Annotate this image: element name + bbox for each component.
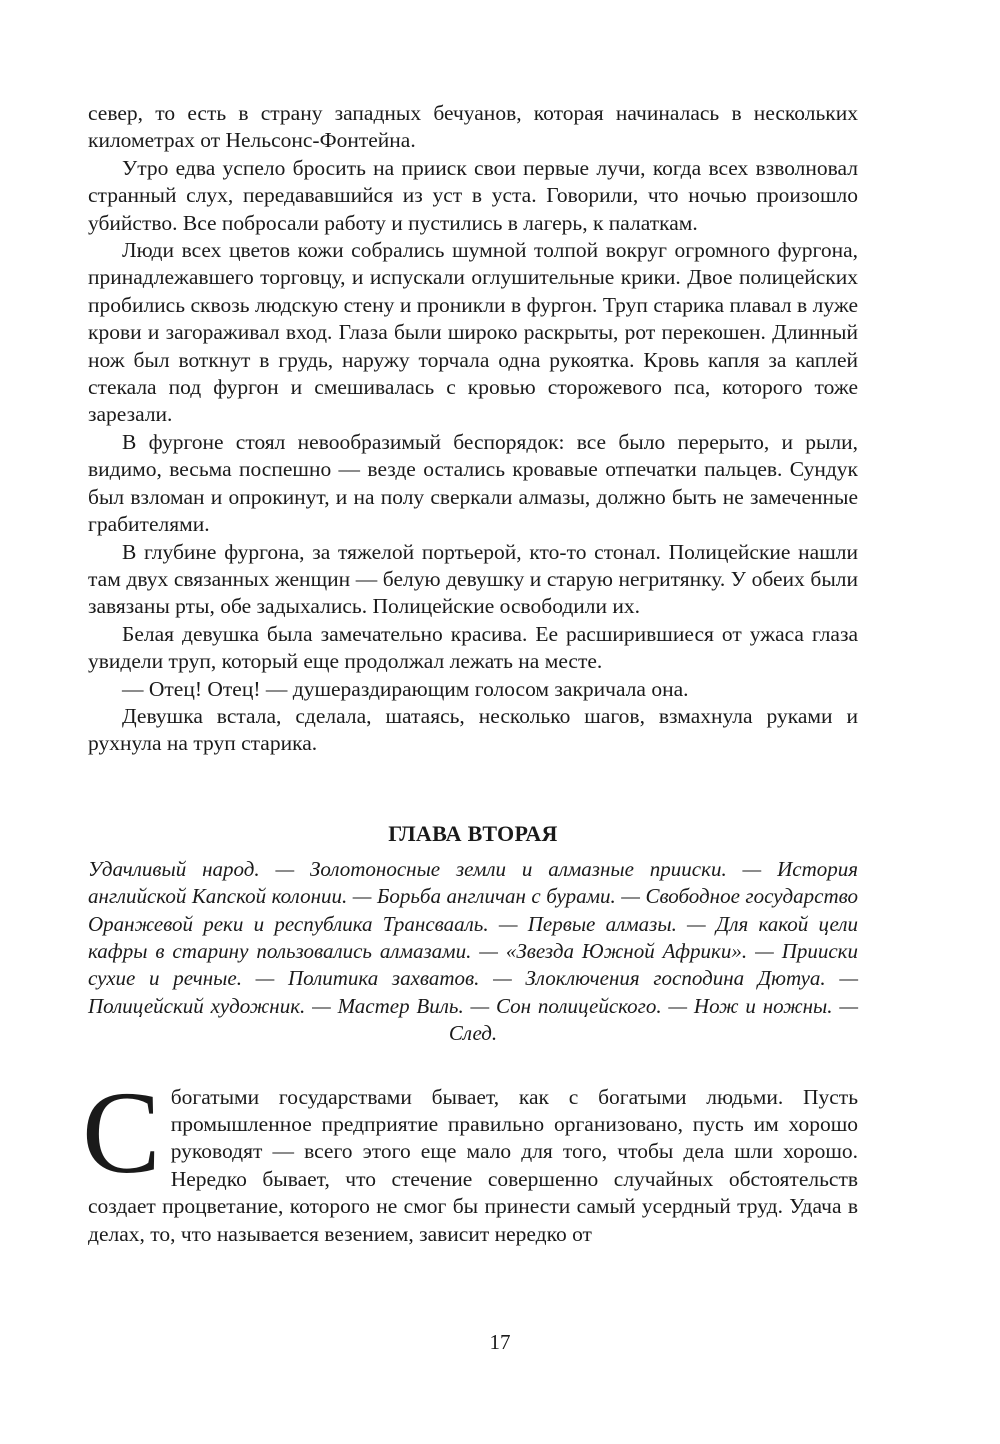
page-body <box>82 100 858 1248</box>
chapter-opening-text: богатыми государствами бывает, как с богатыми людьми. Пусть промышленное предприятие правильно организовано, пусть им хорошо руководят — всего этого еще мало для того, чтобы дела шли хорошо. Нередко бывает, что стечение совершенно случайных обстоятельств создает процветание, которого не смог бы принести самый усердный труд. Удача в делах, то, что называется везением, зависит нередко от <box>88 1084 858 1246</box>
paragraph-collapse: Девушка встала, сделала, шатаясь, несколько шагов, взмахнула руками и рухнула на труп старика. <box>88 703 858 756</box>
paragraph-crowd-wagon: Люди всех цветов кожи собрались шумной толпой вокруг огромного фургона, принадлежавшего торговцу, и испускали оглушительные крики. Двое полицейских пробились сквозь людскую стену и проникли в фургон. Труп старика плавал в луже крови и загораживал вход. Глаза были широко раскрыты, рот перекошен. Длинный нож был воткнут в грудь, наружу торчала одна рукоятка. Кровь капля за каплей стекала под фургон и смешивалась с кровью сторожевого пса, которого тоже зарезали. <box>88 238 858 427</box>
page-number: 17 <box>489 1330 511 1354</box>
paragraph-women-found: В глубине фургона, за тяжелой портьерой, кто-то стонал. Полицейские нашли там двух связанных женщин — белую девушку и старую негритянку. У обеих были завязаны рты, обе задыхались. Полицейские освободили их. <box>88 539 858 619</box>
paragraph-disorder: В фургоне стоял невообразимый беспорядок: все было перерыто, и рыли, видимо, весьма поспешно — везде остались кровавые отпечатки пальцев. Сундук был взломан и опрокинут, и на полу сверкали алмазы, должно быть не замеченные грабителями. <box>88 429 858 537</box>
paragraph-girl: Белая девушка была замечательно красива. Ее расширившиеся от ужаса глаза увидели труп, который еще продолжал лежать на месте. <box>88 621 858 674</box>
paragraph-continuation: север, то есть в страну западных бечуанов, которая начиналась в нескольких километрах от Нельсонс-Фонтейна. <box>88 101 858 153</box>
section-spacer <box>88 758 858 812</box>
drop-cap: С <box>82 1066 161 1198</box>
chapter-title: ГЛАВА ВТОРАЯ <box>388 820 558 846</box>
paragraph-morning-rumor: Утро едва успело бросить на прииск свои первые лучи, когда всех взволновал странный слух, передававшийся из уст в уста. Говорили, что ночью произошло убийство. Все побросали работу и пустились в лагерь, к палаткам. <box>88 155 858 235</box>
chapter-opening-paragraph <box>82 1066 858 1248</box>
paragraph-dialogue: — Отец! Отец! — душераздирающим голосом закричала она. <box>122 676 689 701</box>
chapter-summary: Удачливый народ. — Золотоносные земли и алмазные прииски. — История английской Капской колонии. — Борьба англичан с бурами. — Свободное государство Оранжевой реки и республика Трансвааль. — Первые алмазы. — Для какой цели кафры в старину пользовались алмазами. — «Звезда Южной Африки». — Прииски сухие и речные. — Политика захватов. — Злоключения господина Дютуа. — Полицейский художник. — Мастер Виль. — Сон полицейского. — Нож и ножны. — След. <box>88 856 858 1046</box>
